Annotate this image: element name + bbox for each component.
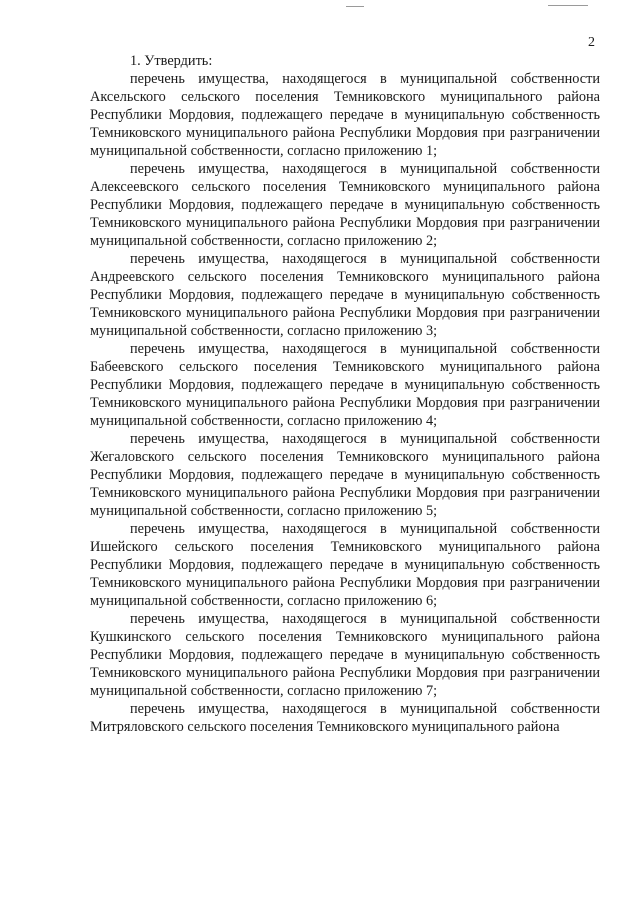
list-item: перечень имущества, находящегося в муниципальной собственности Митряловского сельского поселения Темниковского муниципального района: [90, 701, 600, 735]
list-item: перечень имущества, находящегося в муниципальной собственности Андреевского сельского поселения Темниковского муниципального района Республики Мордовия, подлежащего передаче в муниципальную собственность Темниковского муниципального района Республики Мордовия при разграничении муниципальной собственности, согласно приложению 3;: [90, 251, 600, 339]
list-item: перечень имущества, находящегося в муниципальной собственности Кушкинского сельского поселения Темниковского муниципального района Республики Мордовия, подлежащего передаче в муниципальную собственность Темниковского муниципального района Республики Мордовия при разграничении муниципальной собственности, согласно приложению 7;: [90, 611, 600, 699]
scan-artifact: [346, 6, 364, 7]
resolution-intro: 1. Утвердить:: [130, 53, 213, 69]
list-item: перечень имущества, находящегося в муниципальной собственности Бабеевского сельского поселения Темниковского муниципального района Республики Мордовия, подлежащего передаче в муниципальную собственность Темниковского муниципального района Республики Мордовия при разграничении муниципальной собственности, согласно приложению 4;: [90, 341, 600, 429]
list-item: перечень имущества, находящегося в муниципальной собственности Аксельского сельского поселения Темниковского муниципального района Республики Мордовия, подлежащего передаче в муниципальную собственность Темниковского муниципального района Республики Мордовия при разграничении муниципальной собственности, согласно приложению 1;: [90, 71, 600, 159]
list-item: перечень имущества, находящегося в муниципальной собственности Ишейского сельского поселения Темниковского муниципального района Республики Мордовия, подлежащего передаче в муниципальную собственность Темниковского муниципального района Республики Мордовия при разграничении муниципальной собственности, согласно приложению 6;: [90, 521, 600, 609]
document-body: [90, 52, 600, 736]
list-item: перечень имущества, находящегося в муниципальной собственности Жегаловского сельского поселения Темниковского муниципального района Республики Мордовия, подлежащего передаче в муниципальную собственность Темниковского муниципального района Республики Мордовия при разграничении муниципальной собственности, согласно приложению 5;: [90, 431, 600, 519]
list-item: перечень имущества, находящегося в муниципальной собственности Алексеевского сельского поселения Темниковского муниципального района Республики Мордовия, подлежащего передаче в муниципальную собственность Темниковского муниципального района Республики Мордовия при разграничении муниципальной собственности, согласно приложению 2;: [90, 161, 600, 249]
scan-artifact: [548, 5, 588, 6]
page-number: 2: [588, 35, 595, 50]
